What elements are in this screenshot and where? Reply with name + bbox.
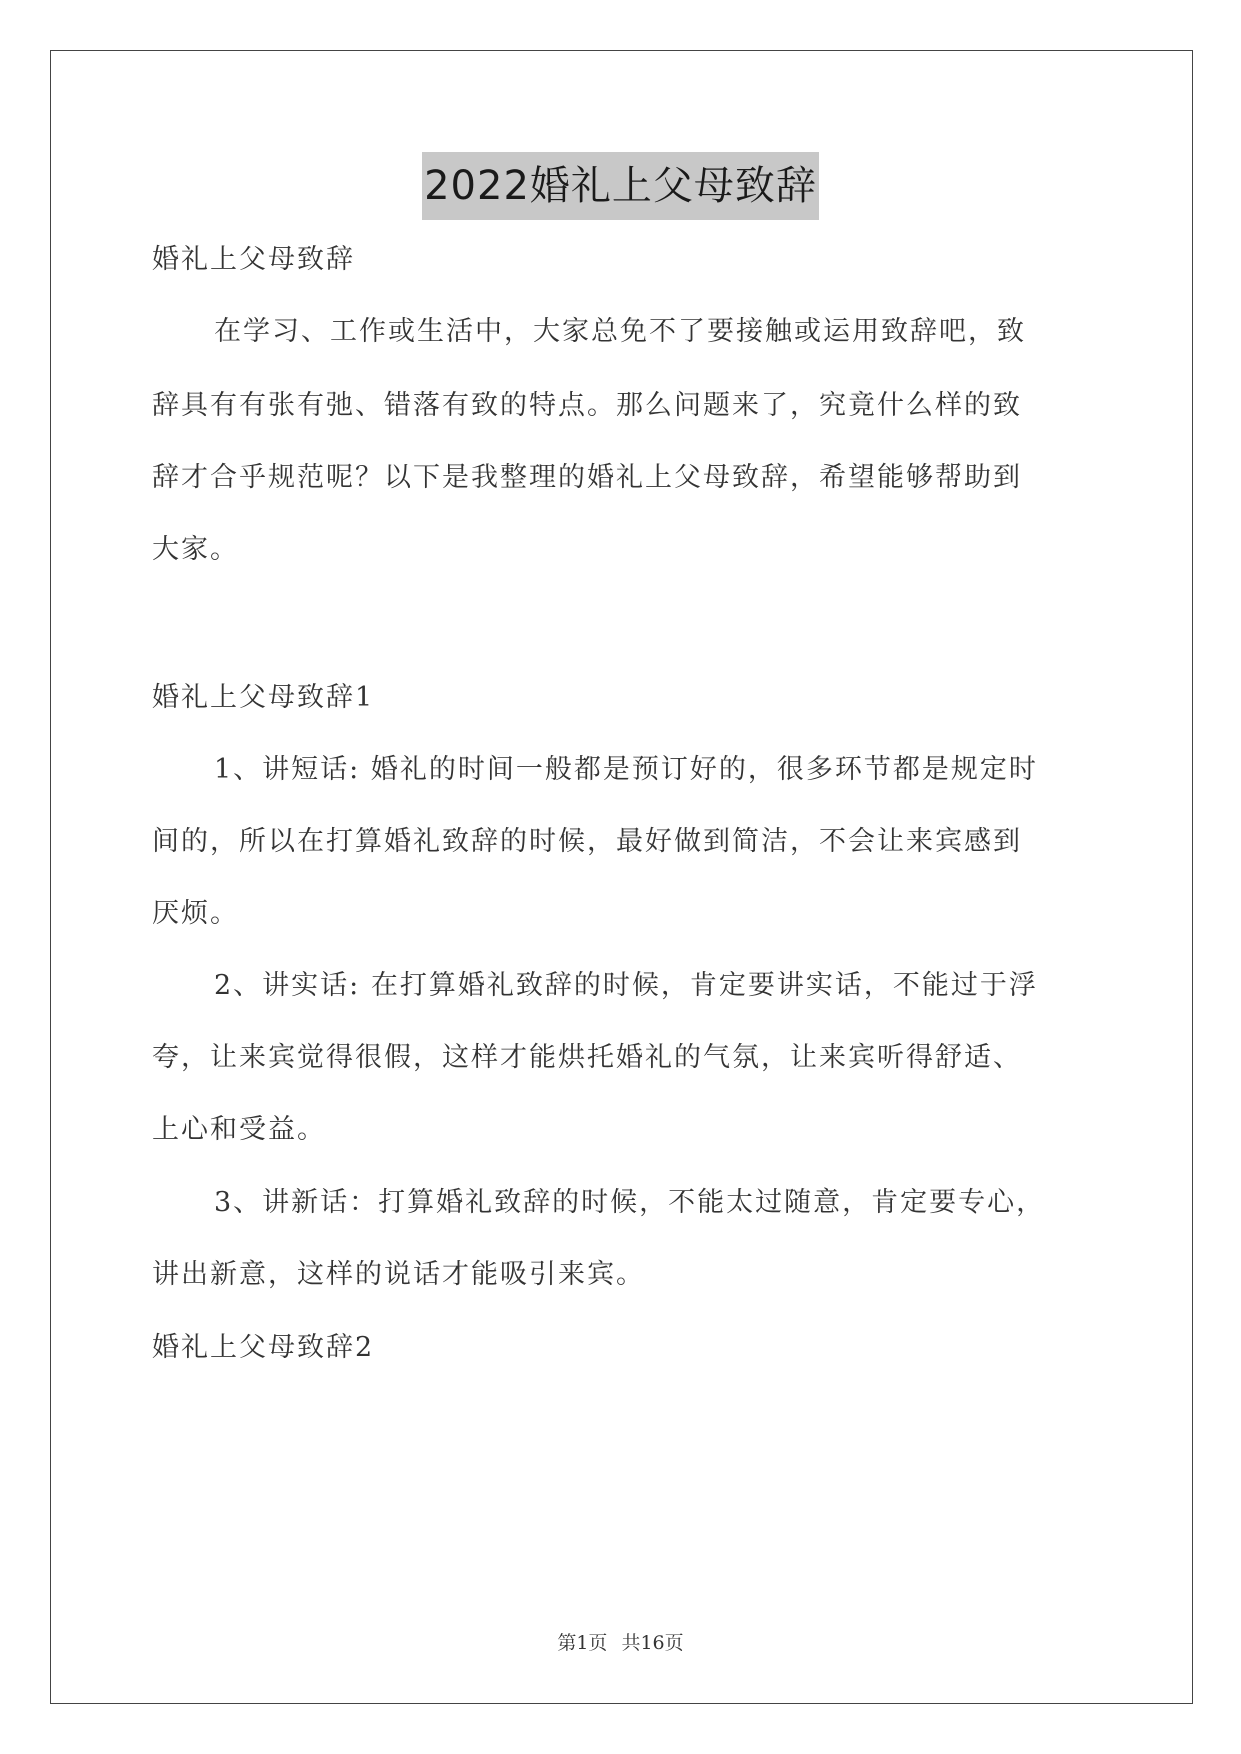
point-2-line: 2、讲实话: 在打算婚礼致辞的时候，肯定要讲实话，不能过于浮 — [214, 970, 1038, 1001]
point-2-line: 上心和受益。 — [152, 1114, 326, 1145]
intro-line: 辞具有有张有弛、错落有致的特点。那么问题来了，究竟什么样的致 — [152, 390, 1022, 421]
page-footer — [0, 1630, 1241, 1656]
page-border — [50, 50, 1193, 1704]
point-2-line: 夸，让来宾觉得很假，这样才能烘托婚礼的气氛，让来宾听得舒适、 — [152, 1042, 1022, 1073]
section-heading-1: 婚礼上父母致辞1 — [152, 682, 375, 713]
page-total: 共16页 — [621, 1632, 684, 1654]
point-1-line: 间的，所以在打算婚礼致辞的时候，最好做到简洁，不会让来宾感到 — [152, 826, 1022, 857]
intro-line: 大家。 — [152, 534, 239, 565]
document-title: 2022婚礼上父母致辞 — [422, 152, 819, 220]
point-1-line: 厌烦。 — [152, 898, 239, 929]
title-container — [0, 152, 1241, 220]
subtitle: 婚礼上父母致辞 — [152, 244, 355, 275]
page-number: 第1页 — [557, 1632, 608, 1654]
section-heading-2: 婚礼上父母致辞2 — [152, 1332, 375, 1363]
intro-line: 在学习、工作或生活中，大家总免不了要接触或运用致辞吧，致 — [214, 316, 1026, 347]
intro-line: 辞才合乎规范呢？以下是我整理的婚礼上父母致辞，希望能够帮助到 — [152, 462, 1022, 493]
point-3-line: 3、讲新话：打算婚礼致辞的时候，不能太过随意，肯定要专心， — [214, 1187, 1046, 1218]
point-3-line: 讲出新意，这样的说话才能吸引来宾。 — [152, 1259, 645, 1290]
point-1-line: 1、讲短话: 婚礼的时间一般都是预订好的，很多环节都是规定时 — [214, 754, 1038, 785]
